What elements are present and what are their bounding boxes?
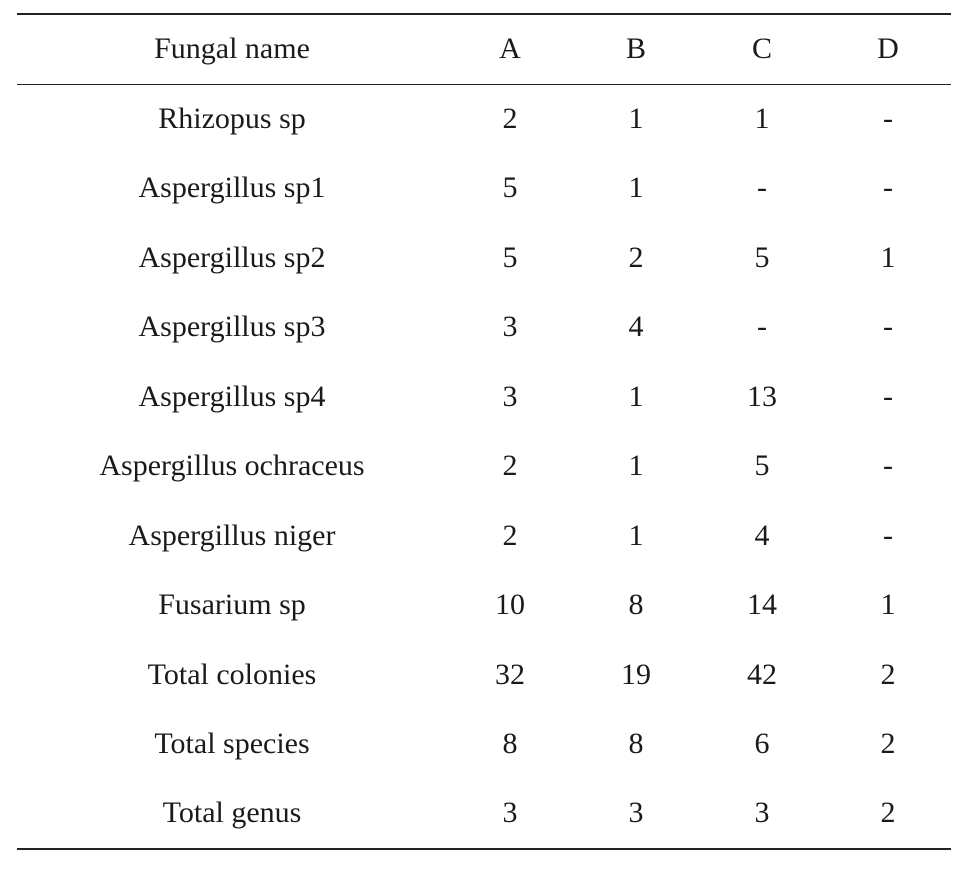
fungal-name-cell: Aspergillus sp2: [138, 240, 326, 274]
fungal-name-cell: Aspergillus niger: [128, 518, 336, 552]
value-cell-d: -: [883, 102, 893, 135]
value-cell-b: 1: [628, 449, 644, 483]
fungal-name-cell: Aspergillus sp3: [138, 310, 326, 344]
fungal-table: [17, 13, 951, 850]
table-row: [17, 223, 951, 293]
value-cell-c: 14: [747, 588, 777, 622]
value-cell-d: -: [883, 518, 893, 552]
value-cell-a: 5: [502, 240, 518, 274]
value-cell-b: 1: [628, 518, 644, 552]
value-cell-c: 42: [747, 657, 777, 691]
value-cell-a: 2: [502, 449, 518, 483]
value-cell-b: 1: [628, 379, 644, 413]
value-cell-a: 3: [502, 310, 518, 344]
value-cell-c: -: [757, 310, 767, 344]
fungal-name-cell: Total colonies: [147, 657, 317, 691]
value-cell-c: 4: [754, 518, 770, 552]
table-row: [17, 293, 951, 363]
value-cell-c: 13: [747, 379, 777, 413]
value-cell-b: 8: [628, 588, 644, 622]
value-cell-b: 3: [628, 796, 644, 830]
value-cell-b: 8: [628, 727, 644, 761]
table-row: [17, 432, 951, 502]
fungal-name-cell: Rhizopus sp: [158, 102, 306, 135]
value-cell-c: -: [757, 171, 767, 205]
table-row: [17, 501, 951, 571]
value-cell-b: 19: [621, 657, 651, 691]
fungal-name-cell: Total genus: [162, 796, 302, 830]
value-cell-c: 1: [754, 102, 770, 135]
table-row: [17, 84, 951, 154]
value-cell-a: 2: [502, 518, 518, 552]
column-header-b: B: [625, 32, 646, 66]
table-row: [17, 362, 951, 432]
table-row: [17, 710, 951, 780]
value-cell-a: 10: [495, 588, 525, 622]
column-header-c: C: [751, 32, 772, 66]
value-cell-c: 6: [754, 727, 770, 761]
value-cell-a: 2: [502, 102, 518, 135]
table-row: [17, 571, 951, 641]
value-cell-a: 3: [502, 379, 518, 413]
column-header-d: D: [877, 32, 899, 66]
fungal-name-cell: Total species: [154, 727, 310, 761]
table-body: [17, 84, 951, 849]
value-cell-b: 1: [628, 102, 644, 135]
value-cell-d: 2: [880, 796, 896, 830]
value-cell-d: -: [883, 379, 893, 413]
value-cell-b: 2: [628, 240, 644, 274]
fungal-name-cell: Fusarium sp: [158, 588, 306, 622]
value-cell-c: 5: [754, 240, 770, 274]
table-row: [17, 779, 951, 849]
value-cell-d: 1: [880, 240, 896, 274]
value-cell-a: 32: [495, 657, 525, 691]
value-cell-a: 8: [502, 727, 518, 761]
value-cell-b: 1: [628, 171, 644, 205]
value-cell-d: -: [883, 171, 893, 205]
value-cell-a: 3: [502, 796, 518, 830]
table-header: [17, 14, 951, 84]
value-cell-d: -: [883, 310, 893, 344]
table-row: [17, 154, 951, 224]
column-header-fungal-name: Fungal name: [154, 32, 310, 66]
value-cell-a: 5: [502, 171, 518, 205]
column-header-a: A: [499, 32, 521, 66]
fungal-table-container: [17, 13, 950, 850]
value-cell-d: 2: [880, 657, 896, 691]
value-cell-c: 5: [754, 449, 770, 483]
fungal-name-cell: Aspergillus ochraceus: [99, 449, 365, 483]
fungal-name-cell: Aspergillus sp1: [138, 171, 326, 205]
value-cell-b: 4: [628, 310, 644, 344]
table-row: [17, 640, 951, 710]
value-cell-d: 2: [880, 727, 896, 761]
header-row: [17, 14, 951, 84]
value-cell-d: -: [883, 449, 893, 483]
value-cell-d: 1: [880, 588, 896, 622]
value-cell-c: 3: [754, 796, 770, 830]
fungal-name-cell: Aspergillus sp4: [138, 379, 326, 413]
